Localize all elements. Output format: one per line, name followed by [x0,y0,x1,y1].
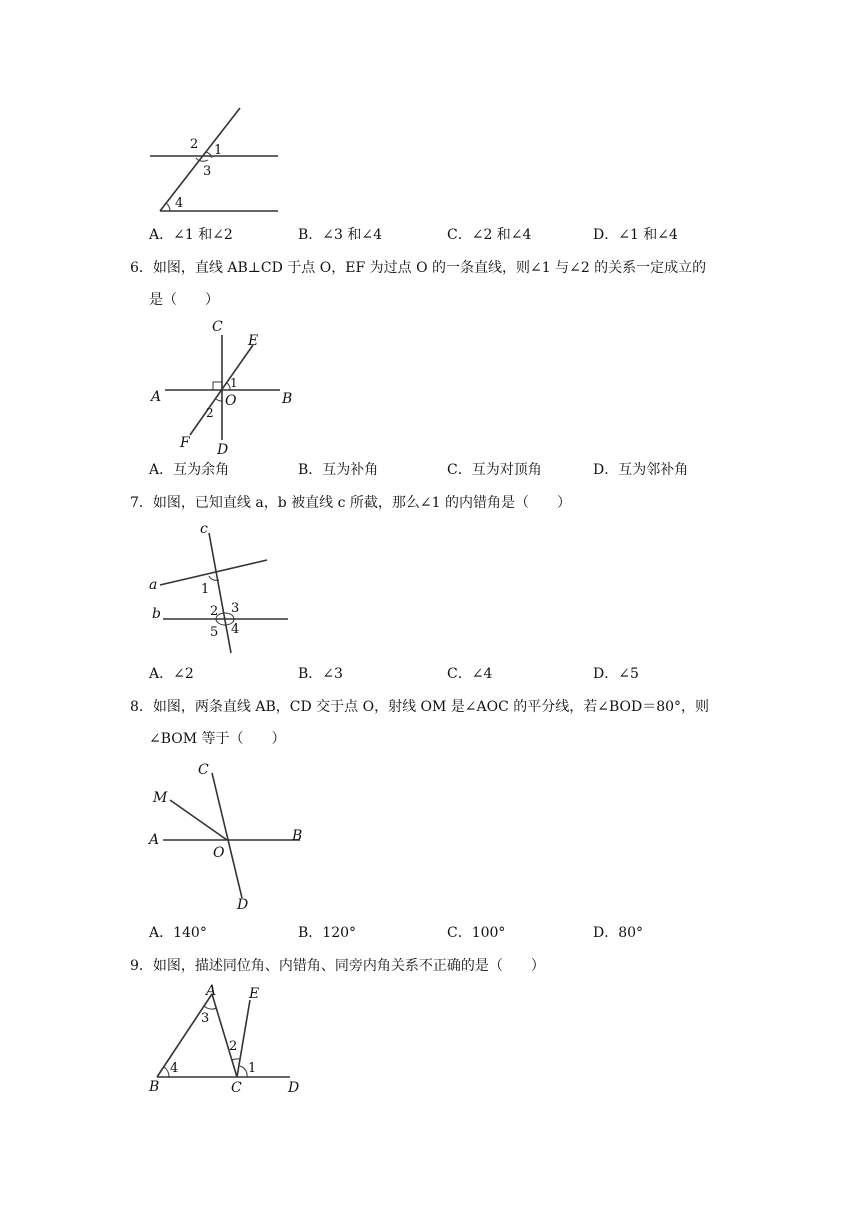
q9-label: A [206,983,217,999]
q8-ray-om [170,800,227,840]
q8-option-b[interactable]: B．120° [298,925,357,941]
q6-label: F [180,435,190,451]
q7-option-b[interactable]: B．∠3 [298,666,343,682]
q6-label: D [217,442,229,458]
q6-label: E [248,333,259,349]
q5-angle-arc-3 [196,158,208,161]
q8-line-cd [212,773,242,898]
q7-label: 4 [231,622,240,637]
q5-option-d[interactable]: D．∠1 和∠4 [593,227,678,243]
q5-option-a[interactable]: A．∠1 和∠2 [149,227,233,243]
q7-option-d[interactable]: D．∠5 [593,666,639,682]
q9-segment-ab [157,994,212,1077]
q6-label: O [225,393,237,409]
q6-label: 2 [206,406,214,420]
q6-label: B [282,391,293,407]
q6-stem-line1: 6．如图，直线 AB⊥CD 于点 O，EF 为过点 O 的一条直线，则∠1 与∠2 的关系一定成立的 [130,260,707,276]
q9-label: 4 [170,1061,179,1076]
q9-figure [145,982,315,1097]
q5-transversal [160,108,240,211]
q9-label: 2 [229,1039,238,1054]
q5-label: 3 [203,164,212,179]
q6-option-b[interactable]: B．互为补角 [298,462,379,478]
q9-label: 3 [201,1011,210,1026]
q8-label: M [153,790,168,806]
q6-angle-arc-2 [216,399,222,401]
q8-label: B [292,828,303,844]
q9-label: D [288,1080,300,1096]
q8-option-a[interactable]: A．140° [149,925,207,941]
q9-stem-line1: 9．如图，描述同位角、内错角、同旁内角关系不正确的是（ ） [130,958,545,974]
q7-option-c[interactable]: C．∠4 [447,666,493,682]
q5-angle-arc-1 [206,152,212,158]
q6-label: 1 [230,376,238,390]
q8-label: D [237,897,249,913]
q9-angle-arc-4 [164,1067,169,1077]
q5-label: 1 [214,143,223,158]
q9-angle-arc-2 [232,1059,240,1060]
q5-option-c[interactable]: C．∠2 和∠4 [447,227,532,243]
q8-stem-line1: 8．如图，两条直线 AB，CD 交于点 O，射线 OM 是∠AOC 的平分线，若∠BOD＝80°，则 [130,699,710,715]
q8-stem-line2: ∠BOM 等于（ ） [149,731,286,747]
q6-option-a[interactable]: A．互为余角 [149,462,230,478]
q6-label: C [212,319,223,335]
q5-angle-arc-4 [166,203,170,211]
q7-label: 5 [210,625,219,640]
q6-option-d[interactable]: D．互为邻补角 [593,462,689,478]
q6-label: A [151,389,162,405]
q8-label: A [149,832,160,848]
q7-label: 1 [201,582,210,597]
q8-label: O [213,845,225,861]
q8-label: C [198,762,209,778]
q6-option-c[interactable]: C．互为对顶角 [447,462,542,478]
q7-stem-line1: 7．如图，已知直线 a，b 被直线 c 所截，那么∠1 的内错角是（ ） [130,495,571,511]
q6-figure [145,315,305,460]
q5-label: 4 [175,196,184,211]
q9-label: C [231,1080,242,1096]
q8-figure [145,758,315,913]
q7-label: 2 [210,604,219,619]
q9-label: B [149,1079,160,1095]
q7-label: 3 [231,601,240,616]
q5-figure [140,100,290,220]
q9-segment-ac [212,994,237,1077]
q9-label: 1 [248,1061,257,1076]
q7-label: c [200,521,208,537]
q9-angle-arc-1 [240,1066,247,1077]
q7-option-a[interactable]: A．∠2 [149,666,194,682]
q9-label: E [249,986,260,1002]
q7-label: a [149,577,158,593]
q8-option-d[interactable]: D．80° [593,925,644,941]
q7-figure [145,518,295,658]
q7-line-a [160,560,267,585]
q5-label: 2 [190,137,199,152]
q8-option-c[interactable]: C．100° [447,925,506,941]
q5-option-b[interactable]: B．∠3 和∠4 [298,227,383,243]
q6-right-angle-mark [213,382,222,390]
q6-stem-line2: 是（ ） [149,292,219,308]
q7-label: b [152,606,161,622]
